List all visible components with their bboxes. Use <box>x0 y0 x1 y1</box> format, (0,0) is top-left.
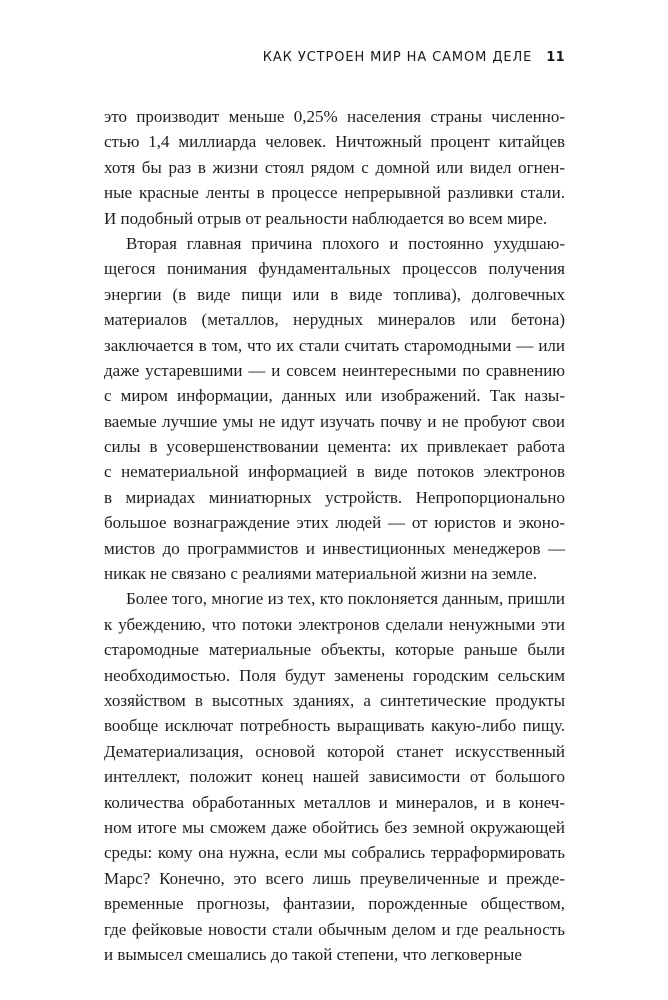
text-line: временные прогнозы, фантазии, порожденные обществом, <box>104 894 565 914</box>
text-line: ваемые лучшие умы не идут изучать почву и не пробуют свои <box>104 411 565 431</box>
text-line: старомодные материальные объекты, которые раньше были <box>104 640 565 660</box>
text-line: среды: кому она нужна, если мы собрались терраформировать <box>104 843 565 863</box>
text-line: Марс? Конечно, это всего лишь преувеличенные и прежде- <box>104 868 565 888</box>
text-line: щегося понимания фундаментальных процессов получения <box>104 259 565 279</box>
text-line: вообще исключат потребность выращивать какую-либо пищу. <box>104 716 565 736</box>
text-line: Вторая главная причина плохого и постоянно ухудшаю- <box>126 233 565 253</box>
paragraph <box>104 586 565 967</box>
text-line: мистов до программистов и инвестиционных менеджеров — <box>104 538 565 558</box>
text-line: материалов (металлов, нерудных минералов или бетона) <box>104 310 565 330</box>
text-line: количества обработанных металлов и минералов, и в конеч- <box>104 792 565 812</box>
text-line: Дематериализация, основой которой станет искусственный <box>104 741 565 761</box>
paragraph <box>104 104 565 231</box>
text-line: с миром информации, данных или изображений. Так назы- <box>104 386 565 406</box>
text-line: с нематериальной информацией в виде потоков электронов <box>104 462 565 482</box>
running-header <box>104 50 565 65</box>
page-number: 11 <box>546 50 565 65</box>
text-line: необходимостью. Поля будут заменены городским сельским <box>104 665 565 685</box>
text-line: большое вознаграждение этих людей — от юристов и эконо- <box>104 513 565 533</box>
text-line: хозяйством в высотных зданиях, а синтетические продукты <box>104 690 565 710</box>
text-line: энергии (в виде пищи или в виде топлива), долговечных <box>104 284 565 304</box>
text-line: интеллект, положит конец нашей зависимости от большого <box>104 767 565 787</box>
text-line: Более того, многие из тех, кто поклоняется данным, пришли <box>126 589 565 609</box>
text-line: это производит меньше 0,25% населения страны численно- <box>104 107 565 126</box>
text-line: и вымысел смешались до такой степени, что легковерные <box>104 944 522 964</box>
text-line: в мириадах миниатюрных устройств. Непропорционально <box>104 487 565 507</box>
text-line: даже устаревшими — и совсем неинтересными по сравнению <box>104 360 565 380</box>
text-line: хотя бы раз в жизни стоял рядом с домной или видел огнен- <box>104 157 565 177</box>
text-line: где фейковые новости стали обычным делом и где реальность <box>104 919 565 939</box>
text-line: стью 1,4 миллиарда человек. Ничтожный процент китайцев <box>104 132 565 152</box>
text-line: силы в усовершенствовании цемента: их привлекает работа <box>104 437 565 457</box>
text-line: заключается в том, что их стали считать старомодными — или <box>104 335 565 355</box>
text-line: никак не связано с реалиями материальной жизни на земле. <box>104 564 538 584</box>
paragraph <box>104 231 565 586</box>
text-line: к убеждению, что потоки электронов сделали ненужными эти <box>104 614 565 634</box>
body-text <box>104 104 565 967</box>
text-line: ном итоге мы сможем даже обойтись без земной окружающей <box>104 817 565 837</box>
running-header-title: КАК УСТРОЕН МИР НА САМОМ ДЕЛЕ <box>262 50 533 65</box>
text-line: ные красные ленты в процессе непрерывной разливки стали. <box>104 183 565 203</box>
text-line: И подобный отрыв от реальности наблюдается во всем мире. <box>104 208 548 228</box>
